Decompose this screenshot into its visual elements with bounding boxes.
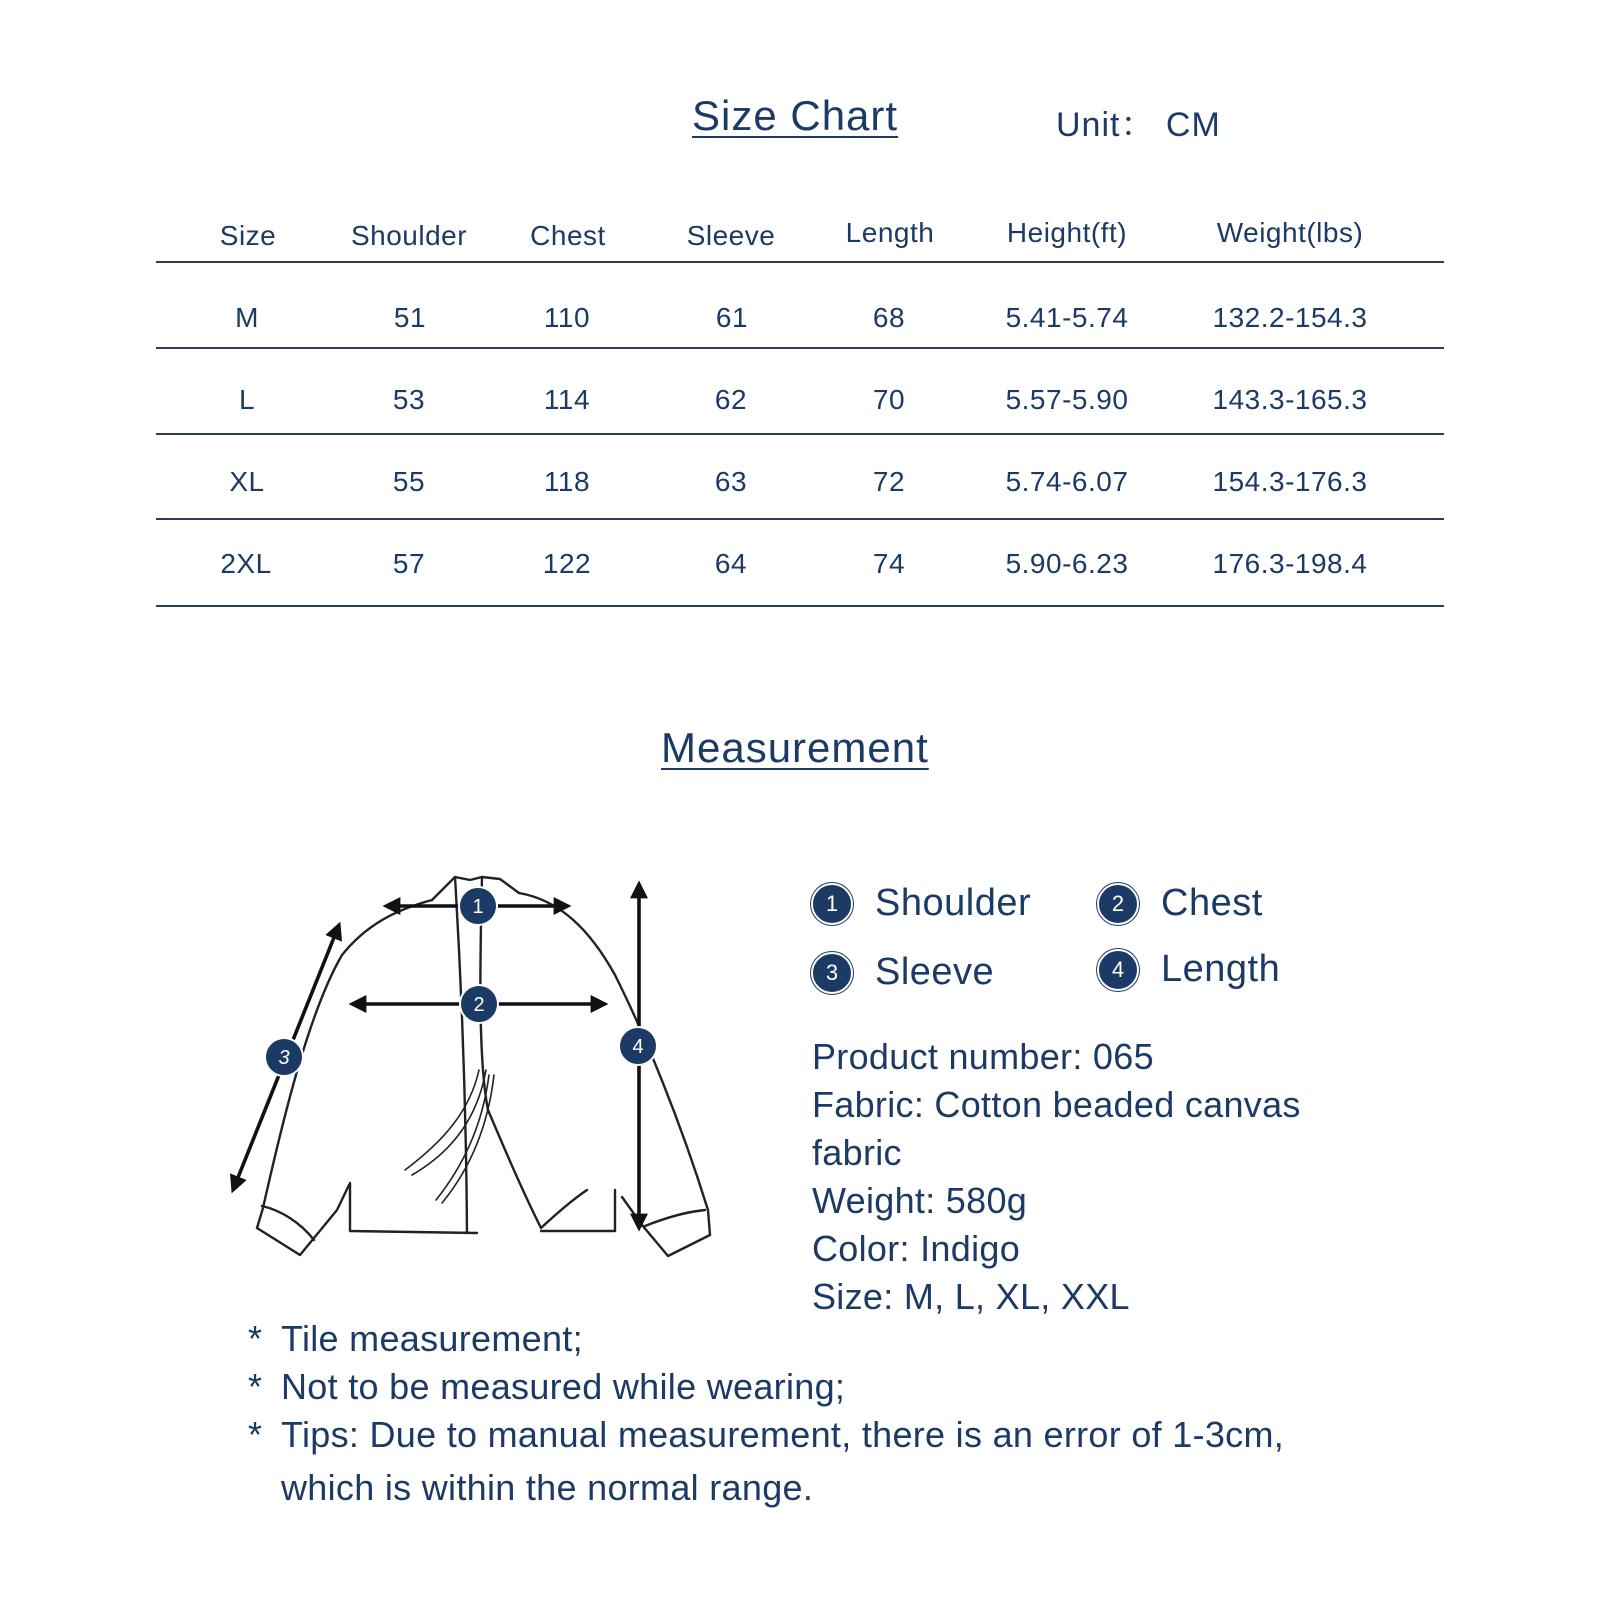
note-item: Tips: Due to manual measurement, there is an error of 1-3cm, — [281, 1414, 1285, 1455]
cell-length: 68 — [872, 302, 906, 333]
cell-size: M — [235, 302, 259, 333]
header-weight: Weight(lbs) — [1216, 217, 1364, 248]
fabric-line-1: Fabric: Cotton beaded canvas — [812, 1084, 1301, 1125]
marker-3 — [265, 1038, 303, 1076]
color-line: Color: Indigo — [812, 1228, 1021, 1269]
cell-size: 2XL — [220, 548, 272, 579]
cell-weight: 132.2-154.3 — [1212, 302, 1368, 333]
legend-item-chest — [1097, 882, 1263, 925]
size-line: Size: M, L, XL, XXL — [812, 1276, 1130, 1317]
legend-label: Length — [1161, 948, 1281, 990]
cell-height: 5.90-6.23 — [1005, 548, 1129, 579]
svg-text:3: 3 — [278, 1047, 290, 1069]
cell-length: 72 — [872, 466, 906, 497]
note-bullet: * — [248, 1366, 263, 1407]
cell-sleeve: 62 — [714, 384, 748, 415]
legend-label: Sleeve — [875, 951, 995, 993]
unit-label: Unit： CM — [1056, 106, 1221, 144]
header-height: Height(ft) — [1006, 217, 1128, 248]
cell-size: XL — [229, 466, 265, 497]
header-sleeve: Sleeve — [686, 220, 776, 251]
note-bullet: * — [248, 1318, 263, 1359]
note-bullet: * — [248, 1414, 263, 1455]
legend-item-shoulder — [811, 882, 1031, 925]
size-chart-title: Size Chart — [692, 92, 899, 139]
marker-1 — [459, 887, 497, 925]
legend-badge: 3 — [811, 952, 853, 994]
legend-label: Shoulder — [875, 882, 1032, 924]
marker-2 — [460, 985, 498, 1023]
cell-sleeve: 63 — [714, 466, 748, 497]
fabric-line-2: fabric — [812, 1132, 902, 1173]
cell-chest: 114 — [543, 384, 591, 415]
cell-chest: 110 — [543, 302, 591, 333]
cell-shoulder: 55 — [392, 466, 426, 497]
cell-height: 5.41-5.74 — [1005, 302, 1129, 333]
weight-line: Weight: 580g — [812, 1180, 1028, 1221]
cell-weight: 176.3-198.4 — [1212, 548, 1368, 579]
legend-item-length — [1097, 948, 1280, 991]
header-shoulder: Shoulder — [350, 220, 468, 251]
header-size: Size — [219, 220, 277, 251]
cell-height: 5.74-6.07 — [1005, 466, 1129, 497]
cell-height: 5.57-5.90 — [1005, 384, 1129, 415]
jacket-outline — [257, 877, 710, 1256]
header-length: Length — [845, 217, 935, 248]
note-item: Tile measurement; — [281, 1318, 583, 1359]
cell-shoulder: 57 — [392, 548, 426, 579]
cell-chest: 122 — [542, 548, 592, 579]
cell-size: L — [238, 384, 256, 415]
svg-text:2: 2 — [473, 994, 485, 1016]
cell-shoulder: 53 — [392, 384, 426, 415]
note-item-continued: which is within the normal range. — [281, 1467, 814, 1508]
legend-label: Chest — [1161, 882, 1263, 924]
svg-text:1: 1 — [472, 896, 484, 918]
note-item: Not to be measured while wearing; — [281, 1366, 846, 1407]
measurement-title: Measurement — [661, 724, 929, 771]
cell-weight: 143.3-165.3 — [1212, 384, 1368, 415]
legend-badge: 2 — [1097, 883, 1139, 925]
cell-shoulder: 51 — [393, 302, 427, 333]
cell-weight: 154.3-176.3 — [1212, 466, 1368, 497]
legend-item-sleeve — [811, 951, 994, 994]
cell-sleeve: 61 — [715, 302, 749, 333]
legend-badge: 1 — [811, 883, 853, 925]
legend-badge: 4 — [1097, 949, 1139, 991]
svg-text:4: 4 — [632, 1036, 644, 1058]
product-number: Product number: 065 — [812, 1036, 1154, 1077]
cell-length: 70 — [872, 384, 906, 415]
header-chest: Chest — [530, 220, 606, 251]
cell-length: 74 — [872, 548, 906, 579]
cell-chest: 118 — [543, 466, 591, 497]
cell-sleeve: 64 — [714, 548, 748, 579]
marker-4 — [619, 1027, 657, 1065]
